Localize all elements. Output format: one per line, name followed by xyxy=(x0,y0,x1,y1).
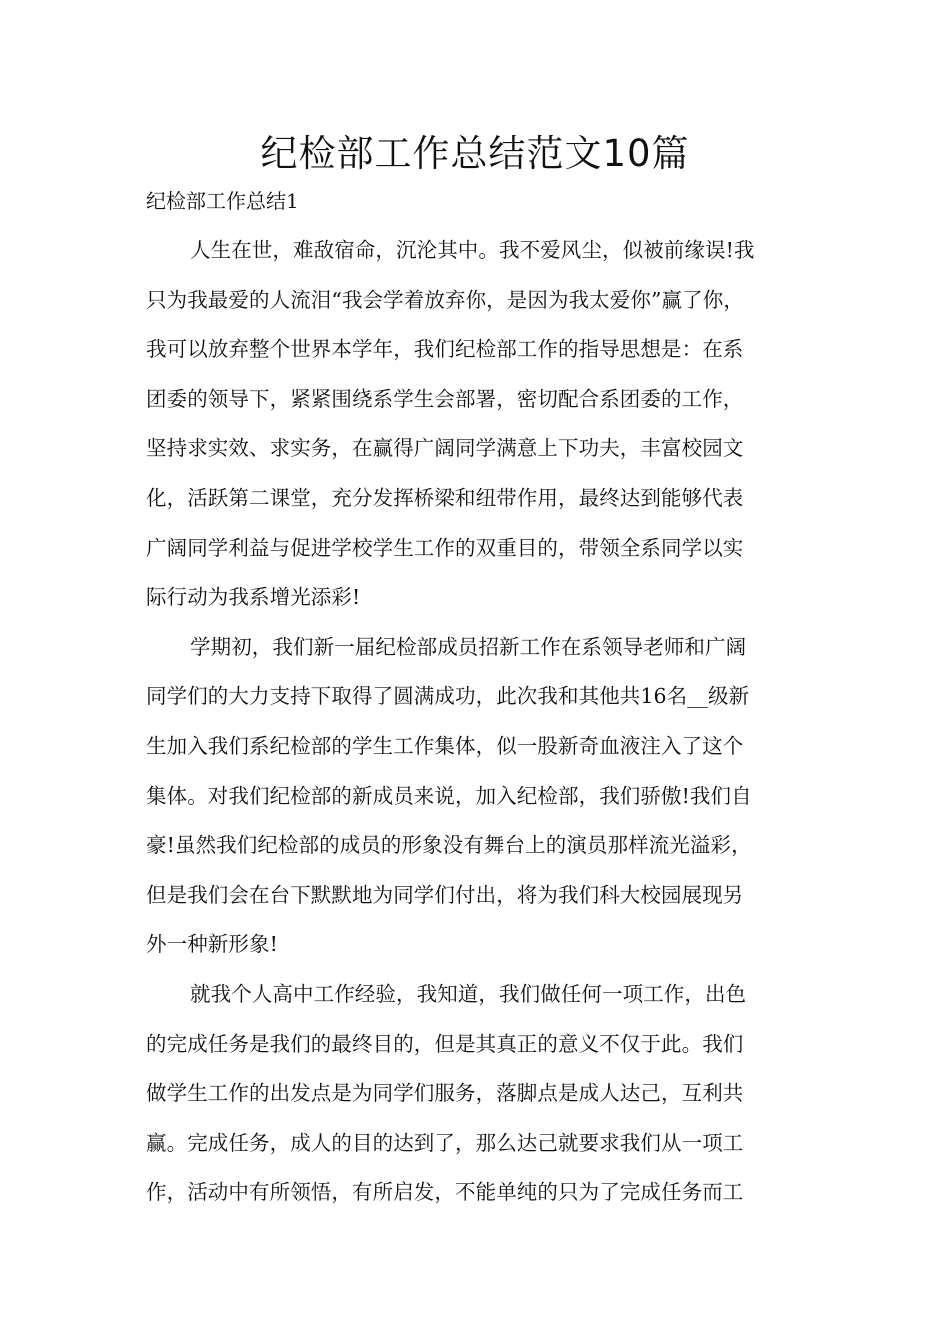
paragraph-line: 学期初，我们新一届纪检部成员招新工作在系领导老师和广阔 xyxy=(190,634,747,659)
paragraph-line: 人生在世，难敌宿命，沉沦其中。我不爱风尘，似被前缘误!我 xyxy=(190,238,755,262)
paragraph-line: 的完成任务是我们的最终目的，但是其真正的意义不仅于此。我们 xyxy=(146,1031,744,1056)
paragraph-line: 只为我最爱的人流泪“我会学着放弃你，是因为我太爱你”赢了你， xyxy=(146,287,744,312)
paragraph-line: 做学生工作的出发点是为同学们服务，落脚点是成人达己，互利共 xyxy=(146,1081,744,1106)
paragraph-line: 团委的领导下，紧紧围绕系学生会部署，密切配合系团委的工作， xyxy=(146,386,744,411)
paragraph-line: 广阔同学利益与促进学校学生工作的双重目的，带领全系同学以实 xyxy=(146,535,744,560)
paragraph xyxy=(146,226,808,623)
paragraph xyxy=(146,970,808,1218)
document-title: 纪检部工作总结范文10篇 xyxy=(260,132,690,175)
paragraph-line: 际行动为我系增光添彩! xyxy=(146,585,361,610)
document-body xyxy=(146,226,808,1218)
paragraph-line: 赢。完成任务，成人的目的达到了，那么达己就要求我们从一项工 xyxy=(146,1130,744,1155)
paragraph-line: 但是我们会在台下默默地为同学们付出，将为我们科大校园展现另 xyxy=(146,882,744,907)
paragraph xyxy=(146,623,808,970)
paragraph-line: 我可以放弃整个世界本学年，我们纪检部工作的指导思想是：在系 xyxy=(146,337,744,362)
paragraph-line: 生加入我们系纪检部的学生工作集体，似一股新奇血液注入了这个 xyxy=(146,733,744,758)
paragraph-line: 坚持求实效、求实务，在赢得广阔同学满意上下功夫，丰富校园文 xyxy=(146,436,744,461)
paragraph-line: 化，活跃第二课堂，充分发挥桥梁和纽带作用，最终达到能够代表 xyxy=(146,485,744,510)
paragraph-line: 作，活动中有所领悟，有所启发，不能单纯的只为了完成任务而工 xyxy=(146,1180,744,1205)
section-heading: 纪检部工作总结1 xyxy=(146,189,299,213)
paragraph-line: 外一种新形象! xyxy=(146,932,278,957)
paragraph-line: 同学们的大力支持下取得了圆满成功，此次我和其他共16名__级新 xyxy=(146,684,750,709)
paragraph-line: 豪!虽然我们纪检部的成员的形象没有舞台上的演员那样流光溢彩， xyxy=(146,833,752,858)
paragraph-line: 就我个人高中工作经验，我知道，我们做任何一项工作，出色 xyxy=(190,981,747,1006)
paragraph-line: 集体。对我们纪检部的新成员来说，加入纪检部，我们骄傲!我们自 xyxy=(146,783,752,808)
